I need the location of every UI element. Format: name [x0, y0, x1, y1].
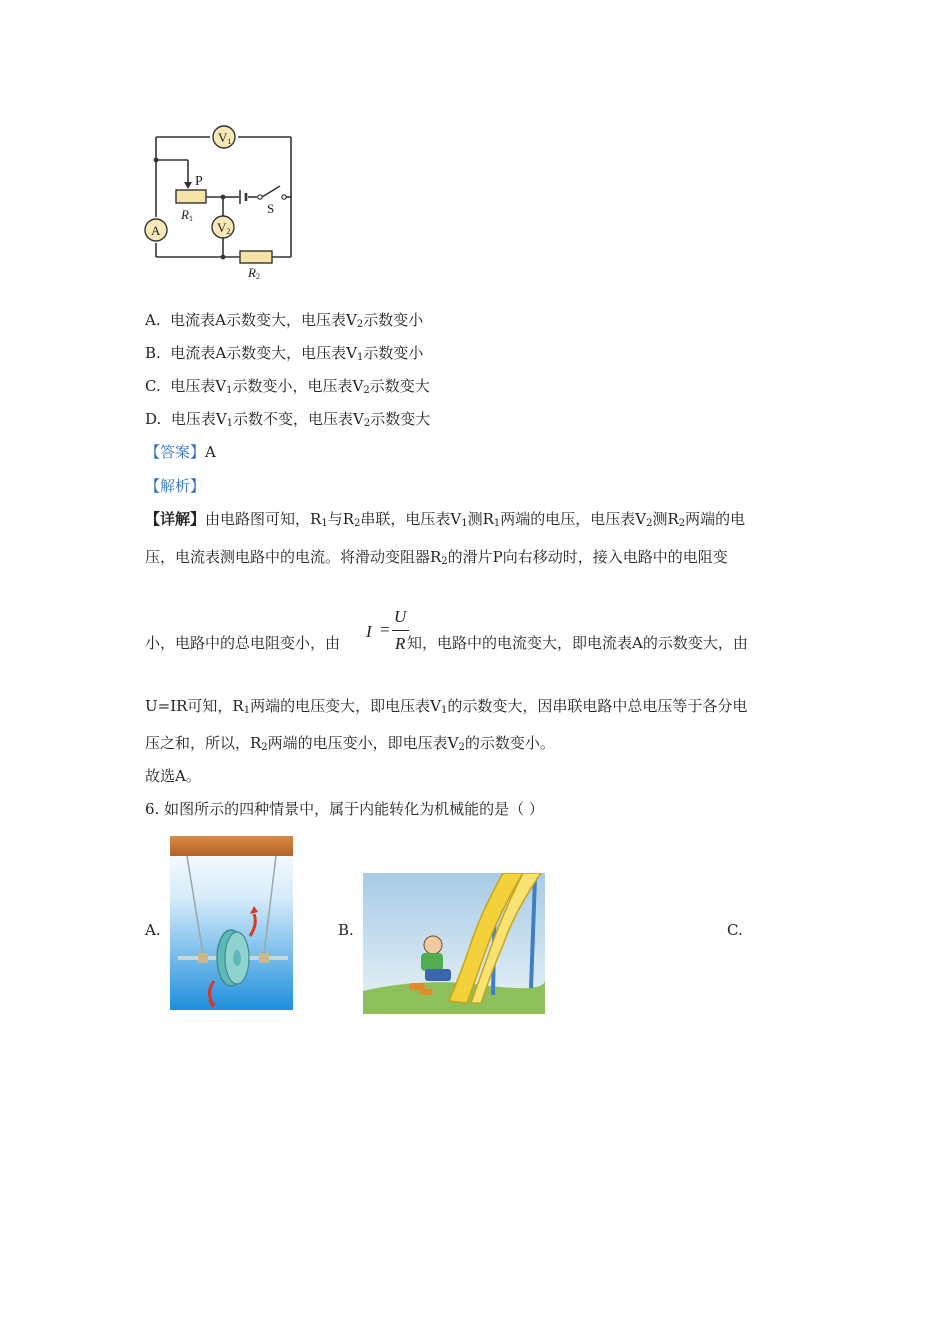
detail-line-6: 故选A。	[145, 767, 201, 785]
resistor-r1	[176, 190, 206, 203]
circuit-diagram	[140, 120, 305, 285]
option-d: D. 电压表$V_1$示数不变，电压表$V_2$示数变大	[145, 410, 431, 429]
formula-r: R	[395, 634, 406, 653]
slider-arrow-icon	[184, 182, 192, 189]
figure-b-image	[363, 873, 545, 1014]
option-b: B. 电流表A示数变大，电压表$V_1$示数变小	[145, 344, 424, 363]
figure-a-image	[170, 836, 293, 1010]
detail-line-5: 压之和，所以，$R_2$两端的电压变小，即电压表$V_2$的示数变小。	[145, 734, 555, 753]
question-6: 6. 如图所示的四种情景中，属于内能转化为机械能的是（ ）	[145, 800, 544, 818]
p-label: P	[195, 174, 203, 189]
detail-line-3: 小，电路中的总电阻变小，由 知，电路中的电流变大，即电流表A的示数变大，由	[145, 634, 748, 652]
figure-c-label: C.	[727, 921, 743, 939]
s-label: S	[267, 201, 275, 216]
a-label: A	[151, 223, 161, 238]
figure-b-label: B.	[338, 921, 354, 939]
v1-label: V1	[218, 130, 232, 146]
detail-line-2: 压，电流表测电路中的电流。将滑动变阻器$R_2$的滑片P向右移动时，接入电路中的电阻变	[145, 548, 728, 567]
r1-label: R1	[181, 207, 193, 223]
detail-line-1: 【详解】由电路图可知，$R_1$与$R_2$串联，电压表$V_1$测$R_1$两端的电压，电压表$V_2$测$R_2$两端的电	[145, 510, 746, 529]
resistor-r2	[240, 251, 272, 263]
figure-a-label: A.	[145, 921, 161, 939]
detail-line-4: U=IR可知，$R_1$两端的电压变大，即电压表$V_1$的示数变大，因串联电路中总电压等于各分电	[145, 697, 748, 716]
option-c: C. 电压表$V_1$示数变小，电压表$V_2$示数变大	[145, 377, 430, 396]
formula-fraction-bar	[392, 630, 409, 631]
r2-label: R2	[248, 265, 260, 281]
v2-label: V2	[217, 220, 231, 236]
option-a: A. 电流表A示数变大，电压表$V_2$示数变小	[145, 311, 424, 330]
answer-line: 【答案】A	[145, 443, 216, 461]
analysis-tag: 【解析】	[145, 477, 206, 495]
formula-u: U	[394, 607, 407, 626]
formula-i: I	[366, 622, 372, 641]
formula-eq: =	[380, 620, 390, 639]
